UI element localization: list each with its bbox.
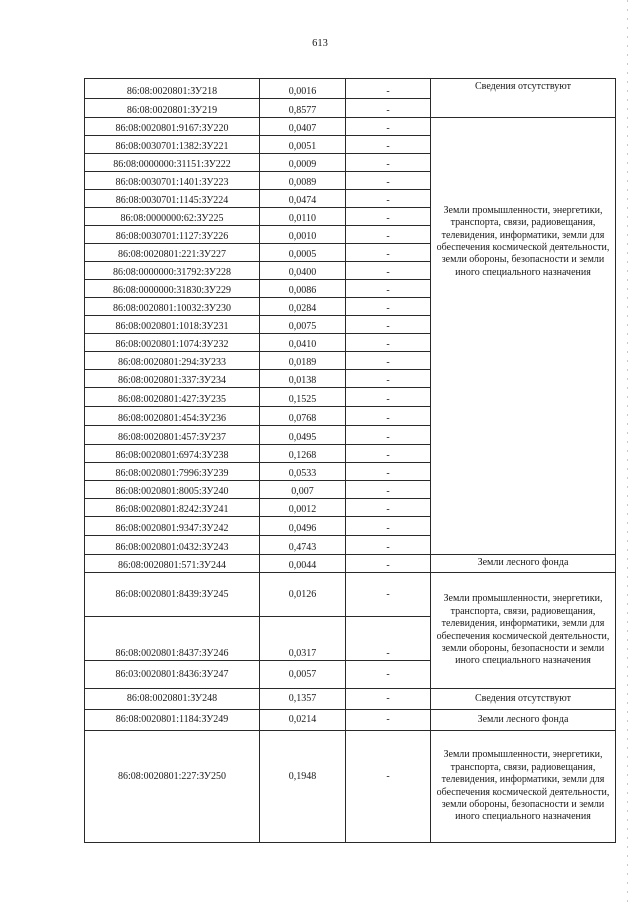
- area-value: 0,1268: [260, 445, 346, 463]
- empty-mark: -: [346, 352, 431, 370]
- cadastral-number: 86:08:0020801:571:ЗУ244: [85, 555, 260, 573]
- cadastral-number: 86:08:0020801:1074:ЗУ232: [85, 334, 260, 352]
- area-value: 0,0110: [260, 208, 346, 226]
- empty-mark: -: [346, 99, 431, 118]
- empty-mark: -: [346, 226, 431, 244]
- area-value: 0,0410: [260, 334, 346, 352]
- table-row: [85, 710, 616, 731]
- area-value: 0,0768: [260, 407, 346, 426]
- area-value: 0,8577: [260, 99, 346, 118]
- empty-mark: -: [346, 536, 431, 555]
- empty-mark: -: [346, 298, 431, 316]
- table-row: [85, 573, 616, 617]
- cadastral-number: 86:08:0030701:1401:ЗУ223: [85, 172, 260, 190]
- empty-mark: -: [346, 617, 431, 661]
- cadastral-number: 86:08:0030701:1145:ЗУ224: [85, 190, 260, 208]
- empty-mark: -: [346, 573, 431, 617]
- area-value: 0,0005: [260, 244, 346, 262]
- area-value: 0,1948: [260, 731, 346, 843]
- area-value: 0,0016: [260, 79, 346, 99]
- cadastral-number: 86:08:0020801:10032:ЗУ230: [85, 298, 260, 316]
- land-category: Сведения отсутствуют: [431, 689, 616, 710]
- empty-mark: -: [346, 190, 431, 208]
- area-value: 0,0057: [260, 661, 346, 689]
- empty-mark: -: [346, 555, 431, 573]
- empty-mark: -: [346, 731, 431, 843]
- area-value: 0,0051: [260, 136, 346, 154]
- cadastral-number: 86:08:0030701:1382:ЗУ221: [85, 136, 260, 154]
- cadastral-number: 86:08:0020801:1018:ЗУ231: [85, 316, 260, 334]
- cadastral-number: 86:08:0000000:31151:ЗУ222: [85, 154, 260, 172]
- area-value: 0,0138: [260, 370, 346, 388]
- land-category: Земли промышленности, энергетики, транспорта, связи, радиовещания, телевидения, информатики, земли для обеспечения космической деятельности, земли обороны, безопасности и земли иного специального назначения: [431, 573, 616, 689]
- empty-mark: -: [346, 334, 431, 352]
- cadastral-number: 86:08:0020801:8242:ЗУ241: [85, 499, 260, 517]
- cadastral-number: 86:08:0020801:221:ЗУ227: [85, 244, 260, 262]
- cadastral-number: 86:08:0000000:62:ЗУ225: [85, 208, 260, 226]
- area-value: 0,0010: [260, 226, 346, 244]
- cadastral-number: 86:08:0000000:31830:ЗУ229: [85, 280, 260, 298]
- area-value: 0,0075: [260, 316, 346, 334]
- empty-mark: -: [346, 262, 431, 280]
- empty-mark: -: [346, 136, 431, 154]
- empty-mark: -: [346, 445, 431, 463]
- cadastral-number: 86:08:0020801:337:ЗУ234: [85, 370, 260, 388]
- table-row: [85, 689, 616, 710]
- page-number: 613: [312, 38, 328, 49]
- area-value: 0,0009: [260, 154, 346, 172]
- cadastral-number: 86:08:0030701:1127:ЗУ226: [85, 226, 260, 244]
- area-value: 0,0400: [260, 262, 346, 280]
- cadastral-number: 86:08:0020801:1184:ЗУ249: [85, 710, 260, 731]
- area-value: 0,0284: [260, 298, 346, 316]
- empty-mark: -: [346, 244, 431, 262]
- table-row: [85, 118, 616, 136]
- empty-mark: -: [346, 689, 431, 710]
- cadastral-number: 86:08:0020801:454:ЗУ236: [85, 407, 260, 426]
- empty-mark: -: [346, 118, 431, 136]
- area-value: 0,4743: [260, 536, 346, 555]
- cadastral-number: 86:08:0020801:6974:ЗУ238: [85, 445, 260, 463]
- cadastral-number: 86:08:0020801:427:ЗУ235: [85, 388, 260, 407]
- area-value: 0,007: [260, 481, 346, 499]
- empty-mark: -: [346, 517, 431, 536]
- cadastral-number: 86:08:0020801:457:ЗУ237: [85, 426, 260, 445]
- cadastral-number: 86:08:0020801:227:ЗУ250: [85, 731, 260, 843]
- empty-mark: -: [346, 499, 431, 517]
- area-value: 0,0044: [260, 555, 346, 573]
- empty-mark: -: [346, 481, 431, 499]
- cadastral-number: 86:08:0000000:31792:ЗУ228: [85, 262, 260, 280]
- cadastral-number: 86:08:0020801:ЗУ248: [85, 689, 260, 710]
- area-value: 0,0474: [260, 190, 346, 208]
- area-value: 0,0317: [260, 617, 346, 661]
- cadastral-number: 86:08:0020801:ЗУ218: [85, 79, 260, 99]
- empty-mark: -: [346, 79, 431, 99]
- empty-mark: -: [346, 463, 431, 481]
- empty-mark: -: [346, 154, 431, 172]
- empty-mark: -: [346, 208, 431, 226]
- area-value: 0,0214: [260, 710, 346, 731]
- area-value: 0,0496: [260, 517, 346, 536]
- area-value: 0,0086: [260, 280, 346, 298]
- empty-mark: -: [346, 388, 431, 407]
- empty-mark: -: [346, 661, 431, 689]
- area-value: 0,0533: [260, 463, 346, 481]
- land-parcels-table: [84, 78, 616, 843]
- cadastral-number: 86:08:0020801:8005:ЗУ240: [85, 481, 260, 499]
- land-category: Земли лесного фонда: [431, 555, 616, 573]
- cadastral-number: 86:08:0020801:7996:ЗУ239: [85, 463, 260, 481]
- area-value: 0,0012: [260, 499, 346, 517]
- empty-mark: -: [346, 172, 431, 190]
- empty-mark: -: [346, 280, 431, 298]
- cadastral-number: 86:08:0020801:8437:ЗУ246: [85, 617, 260, 661]
- empty-mark: -: [346, 710, 431, 731]
- cadastral-number: 86:08:0020801:0432:ЗУ243: [85, 536, 260, 555]
- table-row: [85, 731, 616, 843]
- empty-mark: -: [346, 370, 431, 388]
- empty-mark: -: [346, 316, 431, 334]
- cadastral-number: 86:08:0020801:9347:ЗУ242: [85, 517, 260, 536]
- cadastral-number: 86:08:0020801:ЗУ219: [85, 99, 260, 118]
- area-value: 0,0495: [260, 426, 346, 445]
- empty-mark: -: [346, 407, 431, 426]
- land-category: Земли лесного фонда: [431, 710, 616, 731]
- cadastral-number: 86:08:0020801:294:ЗУ233: [85, 352, 260, 370]
- area-value: 0,0089: [260, 172, 346, 190]
- cadastral-number: 86:08:0020801:9167:ЗУ220: [85, 118, 260, 136]
- area-value: 0,0126: [260, 573, 346, 617]
- area-value: 0,1525: [260, 388, 346, 407]
- empty-mark: -: [346, 426, 431, 445]
- table-row: [85, 79, 616, 99]
- land-category: Сведения отсутствуют: [431, 79, 616, 118]
- land-category: Земли промышленности, энергетики, транспорта, связи, радиовещания, телевидения, информатики, земли для обеспечения космической деятельности, земли обороны, безопасности и земли иного специального назначения: [431, 731, 616, 843]
- area-value: 0,0407: [260, 118, 346, 136]
- cadastral-number: 86:08:0020801:8439:ЗУ245: [85, 573, 260, 617]
- cadastral-number: 86:03:0020801:8436:ЗУ247: [85, 661, 260, 689]
- land-category: Земли промышленности, энергетики, транспорта, связи, радиовещания, телевидения, информатики, земли для обеспечения космической деятельности, земли обороны, безопасности и земли иного специального назначения: [431, 118, 616, 555]
- area-value: 0,1357: [260, 689, 346, 710]
- area-value: 0,0189: [260, 352, 346, 370]
- scan-margin-line: [627, 0, 628, 905]
- table-row: [85, 555, 616, 573]
